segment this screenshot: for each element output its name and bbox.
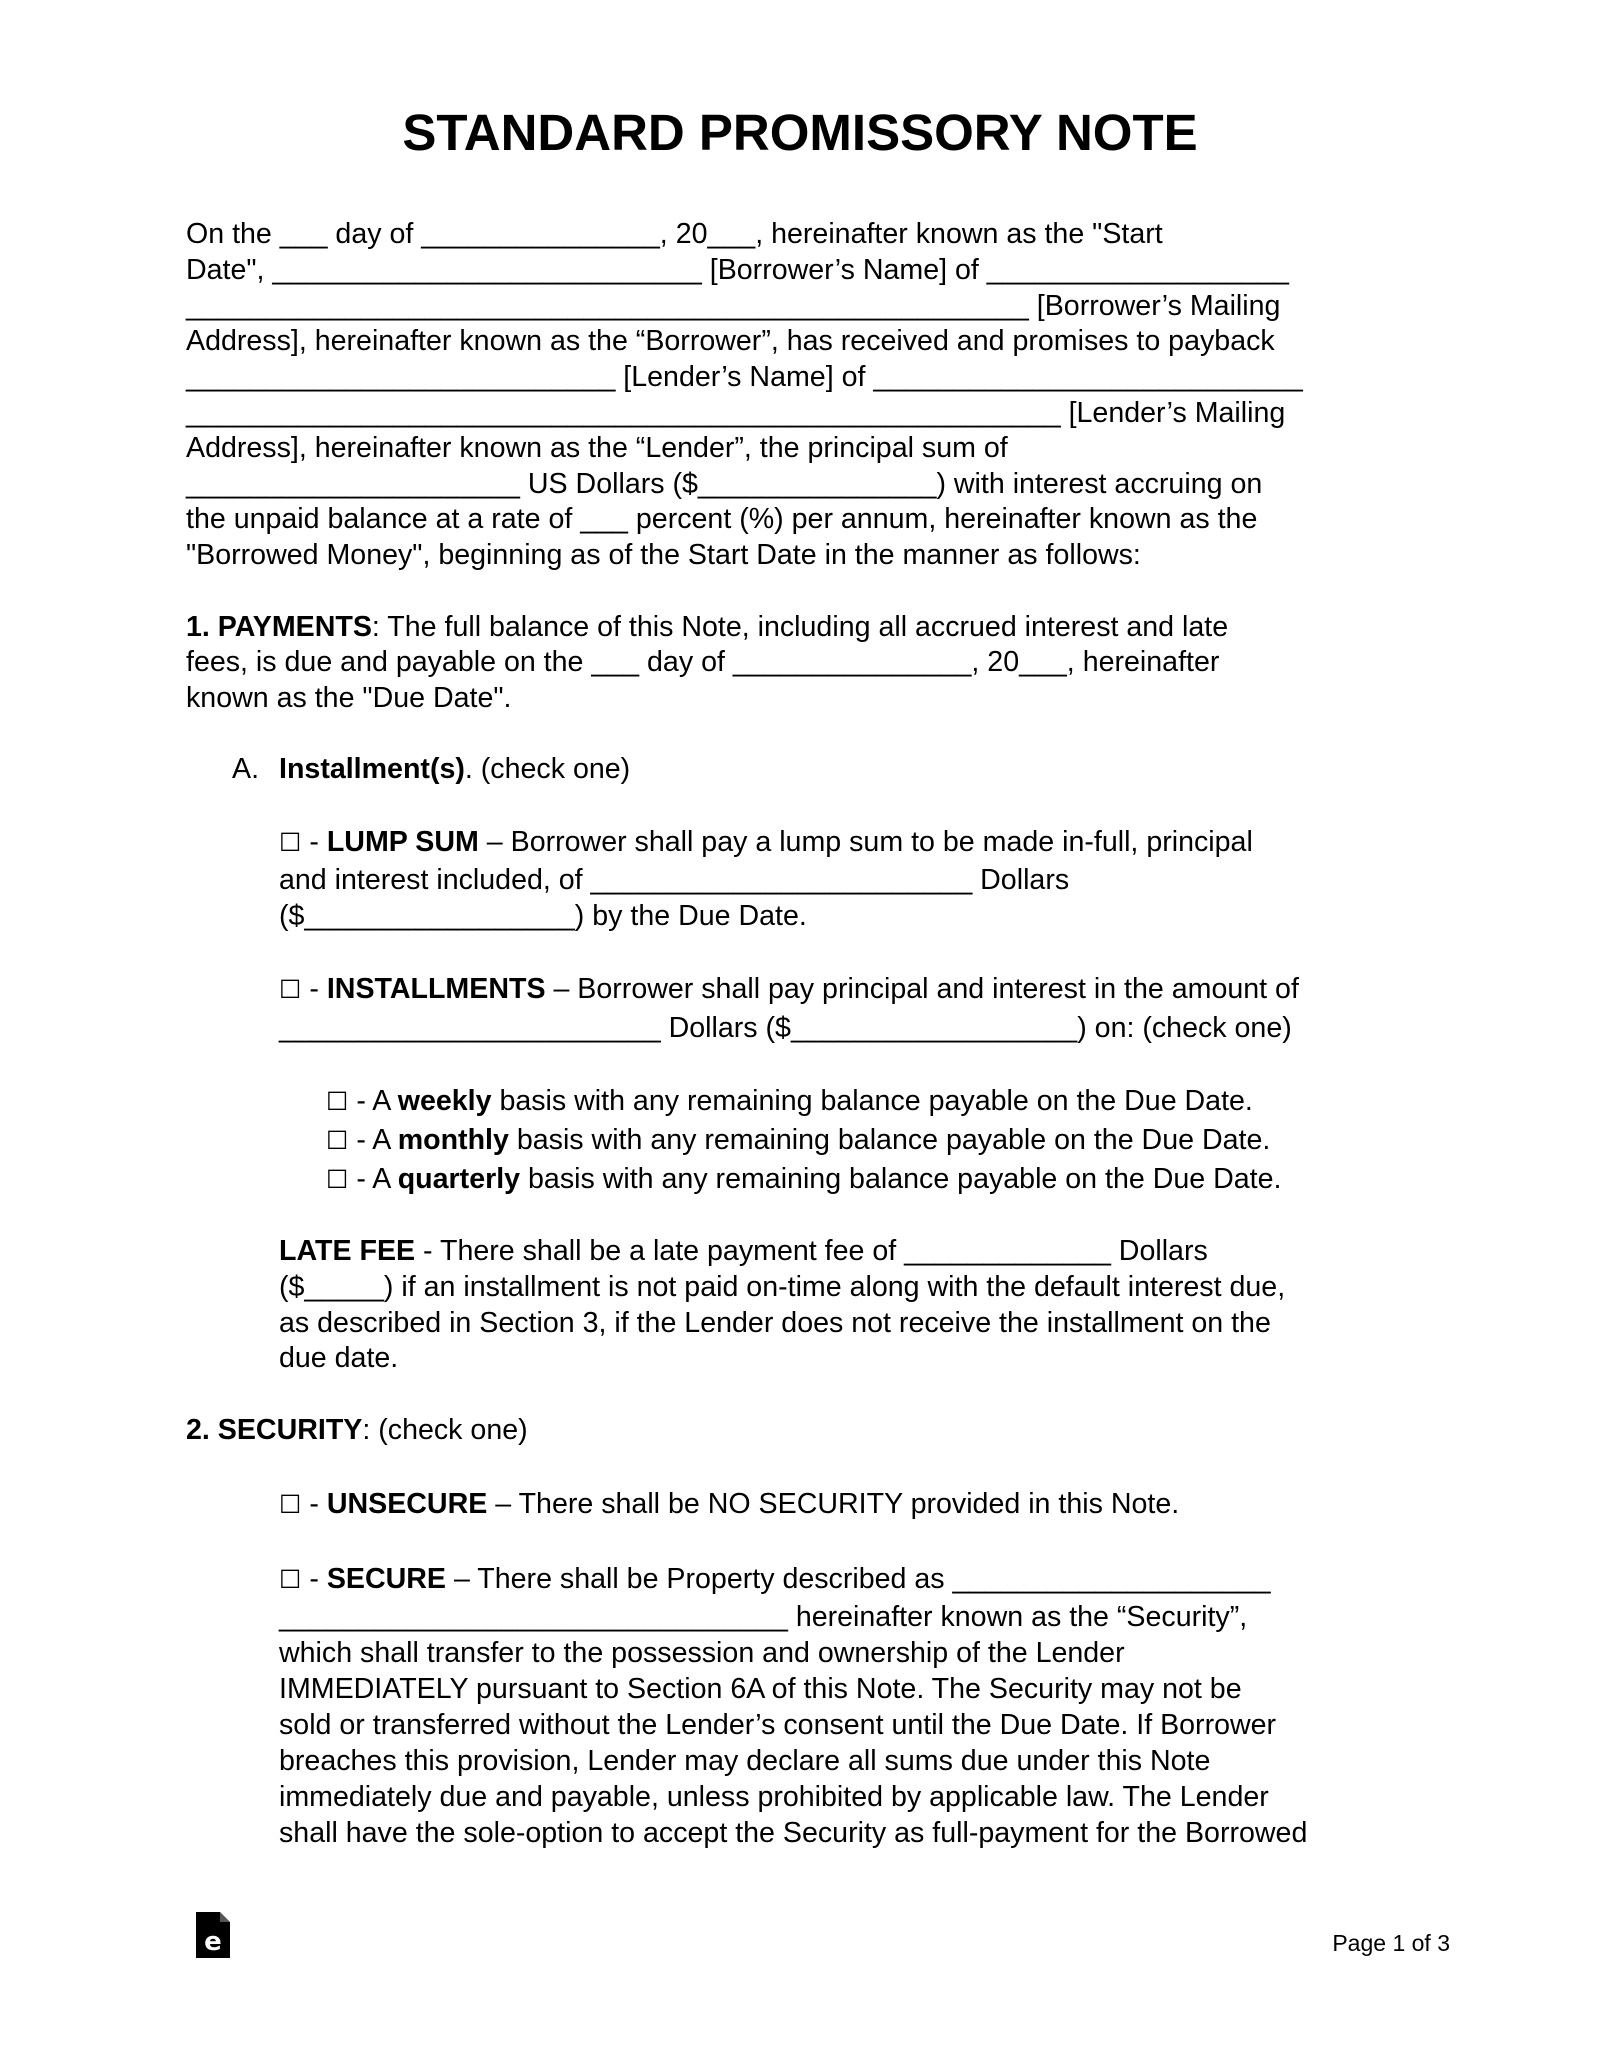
svg-text:e: e	[204, 1927, 222, 1957]
eforms-logo-icon	[196, 1912, 230, 1958]
intro-line: Address], hereinafter known as the “Lender”, the principal sum of	[186, 432, 1008, 464]
intro-line: Date", ___________________________ [Borrower’s Name] of ___________________	[186, 254, 1289, 286]
intro-line: ___________________________ [Lender’s Name] of ___________________________	[186, 361, 1303, 393]
installments-section-line	[279, 751, 630, 787]
payments-line	[186, 609, 1228, 645]
secure-line: sold or transferred without the Lender’s consent until the Due Date. If Borrower	[279, 1709, 1277, 1741]
monthly-option	[326, 1122, 1270, 1159]
unsecure-text: – There shall be NO SECURITY provided in this Note.	[487, 1488, 1180, 1520]
installments-section-heading: Installment(s)	[279, 753, 465, 785]
option-text: - A	[348, 1163, 398, 1195]
option-text: basis with any remaining balance payable on the Due Date.	[491, 1085, 1253, 1117]
installments-line: ________________________ Dollars ($__________________) on: (check one)	[279, 1012, 1292, 1044]
option-text: basis with any remaining balance payable on the Due Date.	[508, 1124, 1271, 1156]
unsecure-option	[279, 1486, 1179, 1523]
quarterly-option	[326, 1161, 1281, 1198]
late-fee-label: LATE FEE	[279, 1235, 416, 1267]
intro-line: "Borrowed Money", beginning as of the Start Date in the manner as follows:	[186, 539, 1141, 571]
lump-sum-line: and interest included, of ________________________ Dollars	[279, 864, 1070, 896]
secure-line: shall have the sole-option to accept the Security as full-payment for the Borrowed	[279, 1817, 1308, 1849]
quarterly-checkbox[interactable]: ☐	[326, 1165, 349, 1194]
secure-line: IMMEDIATELY pursuant to Section 6A of this Note. The Security may not be	[279, 1673, 1242, 1705]
option-dash: -	[301, 1563, 327, 1595]
secure-line: immediately due and payable, unless prohibited by applicable law. The Lender	[279, 1781, 1269, 1813]
security-heading: 2. SECURITY	[186, 1414, 363, 1446]
late-fee-line: ($_____) if an installment is not paid on-time along with the default interest due,	[279, 1271, 1286, 1303]
secure-label: SECURE	[326, 1563, 447, 1595]
quarterly-label: quarterly	[397, 1163, 521, 1195]
option-dash: -	[301, 826, 327, 858]
lump-sum-label: LUMP SUM	[326, 826, 479, 858]
unsecure-label: UNSECURE	[326, 1488, 488, 1520]
intro-line: Address], hereinafter known as the “Borrower”, has received and promises to payback	[186, 325, 1275, 357]
secure-line: ________________________________ hereinafter known as the “Security”,	[279, 1601, 1248, 1633]
unsecure-checkbox[interactable]: ☐	[279, 1490, 302, 1519]
lump-sum-line: ($_________________) by the Due Date.	[279, 900, 807, 932]
installments-text: – Borrower shall pay principal and interest in the amount of	[545, 973, 1299, 1005]
intro-line: _____________________________________________________ [Borrower’s Mailing	[186, 290, 1281, 322]
section-marker: A.	[232, 753, 260, 785]
weekly-option	[326, 1083, 1253, 1120]
payments-line: known as the "Due Date".	[186, 682, 512, 714]
weekly-checkbox[interactable]: ☐	[326, 1087, 349, 1116]
payments-heading: 1. PAYMENTS	[186, 611, 372, 643]
secure-text: – There shall be Property described as ____________________	[446, 1563, 1271, 1595]
intro-line: On the ___ day of _______________, 20___, hereinafter known as the "Start	[186, 218, 1163, 250]
secure-line: breaches this provision, Lender may declare all sums due under this Note	[279, 1745, 1211, 1777]
lump-sum-text: – Borrower shall pay a lump sum to be made in-full, principal	[478, 826, 1253, 858]
late-fee-text: - There shall be a late payment fee of _____________ Dollars	[415, 1235, 1208, 1267]
security-text: : (check one)	[362, 1414, 528, 1446]
installments-checkbox[interactable]: ☐	[279, 975, 302, 1004]
late-fee-line: as described in Section 3, if the Lender does not receive the installment on the	[279, 1307, 1271, 1339]
option-text: - A	[348, 1124, 398, 1156]
lump-sum-checkbox[interactable]: ☐	[279, 828, 302, 857]
page-number: Page 1 of 3	[1332, 1930, 1450, 1956]
installments-label: INSTALLMENTS	[326, 973, 546, 1005]
security-line	[186, 1412, 528, 1448]
lump-sum-option	[279, 824, 1253, 861]
weekly-label: weekly	[397, 1085, 492, 1117]
monthly-label: monthly	[397, 1124, 509, 1156]
installments-section-text: . (check one)	[464, 753, 631, 785]
option-dash: -	[301, 973, 327, 1005]
payments-text: : The full balance of this Note, including all accrued interest and late	[371, 611, 1229, 643]
option-dash: -	[301, 1488, 327, 1520]
intro-line: _____________________ US Dollars ($_______________) with interest accruing on	[186, 468, 1263, 500]
installments-option	[279, 971, 1299, 1008]
option-text: basis with any remaining balance payable on the Due Date.	[520, 1163, 1282, 1195]
monthly-checkbox[interactable]: ☐	[326, 1126, 349, 1155]
payments-line: fees, is due and payable on the ___ day of _______________, 20___, hereinafter	[186, 646, 1220, 678]
secure-line: which shall transfer to the possession and ownership of the Lender	[279, 1637, 1125, 1669]
intro-line: the unpaid balance at a rate of ___ percent (%) per annum, hereinafter known as the	[186, 503, 1258, 535]
option-text: - A	[348, 1085, 398, 1117]
late-fee-line: due date.	[279, 1342, 399, 1374]
document-title: STANDARD PROMISSORY NOTE	[402, 104, 1198, 161]
intro-line: _______________________________________________________ [Lender’s Mailing	[186, 397, 1286, 429]
late-fee-line	[279, 1233, 1208, 1269]
secure-checkbox[interactable]: ☐	[279, 1565, 302, 1594]
secure-option	[279, 1561, 1271, 1598]
